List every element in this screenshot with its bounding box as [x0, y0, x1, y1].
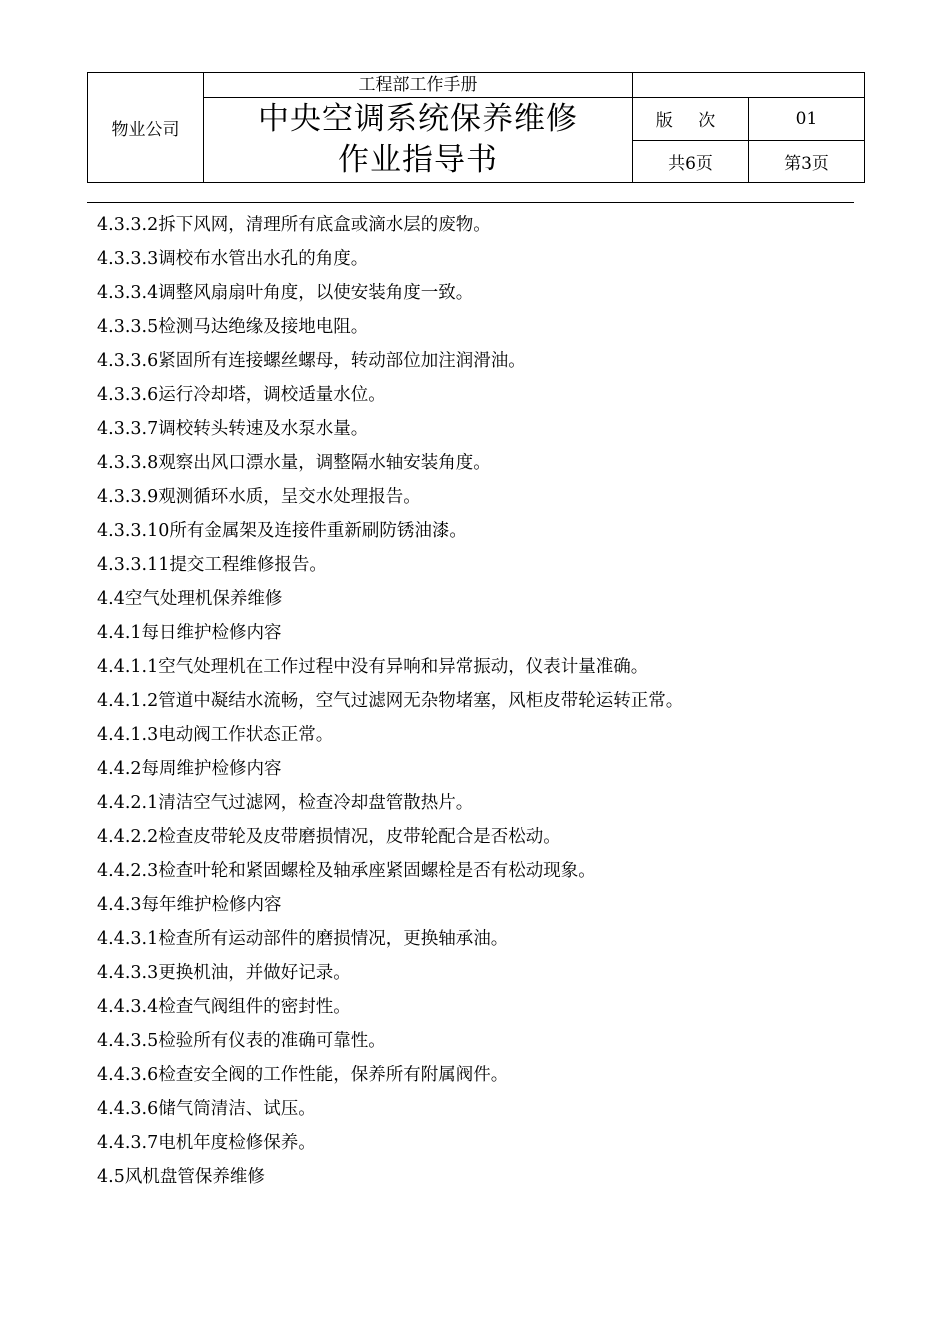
procedure-line: 4.3.3.5检测马达绝缘及接地电阻。 [97, 317, 369, 337]
procedure-line: 4.4.1.2管道中凝结水流畅，空气过滤网无杂物堵塞，风柜皮带轮运转正常。 [97, 691, 684, 711]
header-divider [87, 202, 854, 203]
procedure-line: 4.4.2.1清洁空气过滤网，检查冷却盘管散热片。 [97, 793, 474, 813]
edition-label: 版 次 [633, 98, 749, 141]
procedure-line: 4.3.3.10所有金属架及连接件重新刷防锈油漆。 [97, 521, 467, 541]
procedure-line: 4.3.3.6紧固所有连接螺丝螺母，转动部位加注润滑油。 [97, 351, 526, 371]
procedure-line: 4.3.3.7调校转头转速及水泵水量。 [97, 419, 369, 439]
procedure-line: 4.3.3.6运行冷却塔，调校适量水位。 [97, 385, 386, 405]
total-pages: 共6页 [633, 140, 749, 183]
procedure-line: 4.3.3.4调整风扇扇叶角度，以使安装角度一致。 [97, 283, 474, 303]
document-title [204, 98, 633, 183]
section-heading: 4.4空气处理机保养维修 [97, 589, 283, 609]
procedure-line: 4.4.3.7电机年度检修保养。 [97, 1133, 316, 1153]
procedure-list [97, 208, 857, 1194]
procedure-line: 4.4.3.4检查气阀组件的密封性。 [97, 997, 351, 1017]
procedure-line: 4.4.1.3电动阀工作状态正常。 [97, 725, 334, 745]
document-header-table [87, 72, 865, 183]
procedure-line: 4.4.3.3更换机油，并做好记录。 [97, 963, 351, 983]
procedure-line: 4.4.1.1空气处理机在工作过程中没有异响和异常振动，仪表计量准确。 [97, 657, 649, 677]
procedure-line: 4.3.3.2拆下风网，清理所有底盒或滴水层的废物。 [97, 215, 491, 235]
procedure-line: 4.4.3.1检查所有运动部件的磨损情况，更换轴承油。 [97, 929, 509, 949]
subsection-heading: 4.4.2每周维护检修内容 [97, 759, 282, 779]
procedure-line: 4.3.3.9观测循环水质，呈交水处理报告。 [97, 487, 421, 507]
procedure-line: 4.4.3.6储气筒清洁、试压。 [97, 1099, 316, 1119]
procedure-line: 4.4.2.3检查叶轮和紧固螺栓及轴承座紧固螺栓是否有松动现象。 [97, 861, 596, 881]
edition-value: 01 [749, 98, 865, 141]
document-title-line-1: 中央空调系统保养维修 [258, 101, 578, 137]
document-title-line-2: 作业指导书 [338, 142, 498, 178]
procedure-line: 4.4.3.6检查安全阀的工作性能，保养所有附属阀件。 [97, 1065, 509, 1085]
subsection-heading: 4.4.1每日维护检修内容 [97, 623, 282, 643]
blank-header-cell [633, 73, 865, 98]
section-heading: 4.5风机盘管保养维修 [97, 1167, 265, 1187]
procedure-line: 4.4.2.2检查皮带轮及皮带磨损情况，皮带轮配合是否松动。 [97, 827, 561, 847]
subsection-heading: 4.4.3每年维护检修内容 [97, 895, 282, 915]
procedure-line: 4.4.3.5检验所有仪表的准确可靠性。 [97, 1031, 386, 1051]
company-name: 物业公司 [88, 73, 204, 183]
procedure-line: 4.3.3.8观察出风口漂水量，调整隔水轴安装角度。 [97, 453, 491, 473]
current-page: 第3页 [749, 140, 865, 183]
procedure-line: 4.3.3.11提交工程维修报告。 [97, 555, 327, 575]
manual-name: 工程部工作手册 [204, 73, 633, 98]
procedure-line: 4.3.3.3调校布水管出水孔的角度。 [97, 249, 369, 269]
